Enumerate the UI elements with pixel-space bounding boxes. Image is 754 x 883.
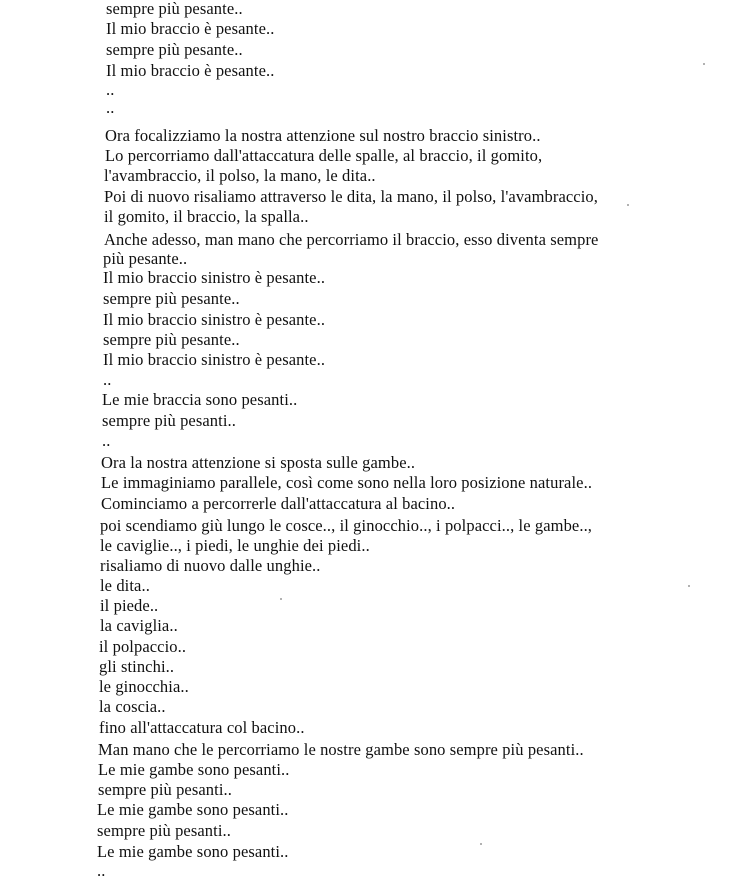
text-line: sempre più pesante..	[103, 289, 240, 308]
scan-speck	[688, 585, 690, 587]
text-line: gli stinchi..	[99, 657, 175, 676]
text-line: sempre più pesanti..	[97, 821, 231, 840]
text-line: Le mie gambe sono pesanti..	[97, 842, 289, 861]
text-line: ..	[106, 80, 115, 99]
text-line: Il mio braccio sinistro è pesante..	[103, 310, 326, 329]
text-line: poi scendiamo giù lungo le cosce.., il ginocchio.., i polpacci.., le gambe..,	[100, 516, 593, 535]
text-line: Il mio braccio sinistro è pesante..	[103, 350, 326, 369]
text-line: Il mio braccio è pesante..	[106, 61, 275, 80]
text-line: Lo percorriamo dall'attaccatura delle spalle, al braccio, il gomito,	[105, 146, 543, 165]
text-line: la caviglia..	[100, 616, 178, 635]
text-line: le ginocchia..	[99, 677, 189, 696]
text-line: il piede..	[100, 596, 159, 615]
scan-speck	[480, 843, 482, 845]
text-line: risaliamo di nuovo dalle unghie..	[100, 556, 321, 575]
text-line: Le mie gambe sono pesanti..	[98, 760, 290, 779]
text-line: Ora focalizziamo la nostra attenzione sul nostro braccio sinistro..	[105, 126, 541, 145]
scan-speck	[280, 598, 282, 600]
text-line: fino all'attaccatura col bacino..	[99, 718, 305, 737]
text-line: Il mio braccio sinistro è pesante..	[103, 268, 326, 287]
text-line: la coscia..	[99, 697, 166, 716]
text-line: ..	[97, 861, 106, 880]
text-line: Le mie gambe sono pesanti..	[97, 800, 289, 819]
text-line: Le mie braccia sono pesanti..	[102, 390, 298, 409]
text-line: Cominciamo a percorrerle dall'attaccatura al bacino..	[101, 494, 456, 513]
text-line: l'avambraccio, il polso, la mano, le dita..	[104, 166, 376, 185]
text-line: le caviglie.., i piedi, le unghie dei piedi..	[100, 536, 370, 555]
text-line: sempre più pesante..	[106, 40, 243, 59]
text-line: Anche adesso, man mano che percorriamo il braccio, esso diventa sempre	[104, 230, 599, 249]
text-line: ..	[106, 98, 115, 117]
scan-speck	[703, 63, 705, 65]
text-line: più pesante..	[103, 249, 188, 268]
text-line: ..	[103, 370, 112, 389]
text-line: Le immaginiamo parallele, così come sono nella loro posizione naturale..	[101, 473, 593, 492]
text-line: le dita..	[100, 576, 150, 595]
text-line: sempre più pesante..	[106, 0, 243, 18]
text-line: il polpaccio..	[99, 637, 187, 656]
text-line: ..	[102, 431, 111, 450]
text-line: Il mio braccio è pesante..	[106, 19, 275, 38]
text-line: sempre più pesanti..	[102, 411, 236, 430]
text-line: Man mano che le percorriamo le nostre gambe sono sempre più pesanti..	[98, 740, 584, 759]
text-line: Poi di nuovo risaliamo attraverso le dita, la mano, il polso, l'avambraccio,	[104, 187, 598, 206]
scan-speck	[627, 204, 629, 206]
text-line: il gomito, il braccio, la spalla..	[104, 207, 309, 226]
text-line: Ora la nostra attenzione si sposta sulle gambe..	[101, 453, 416, 472]
text-line: sempre più pesanti..	[98, 780, 232, 799]
text-line: sempre più pesante..	[103, 330, 240, 349]
